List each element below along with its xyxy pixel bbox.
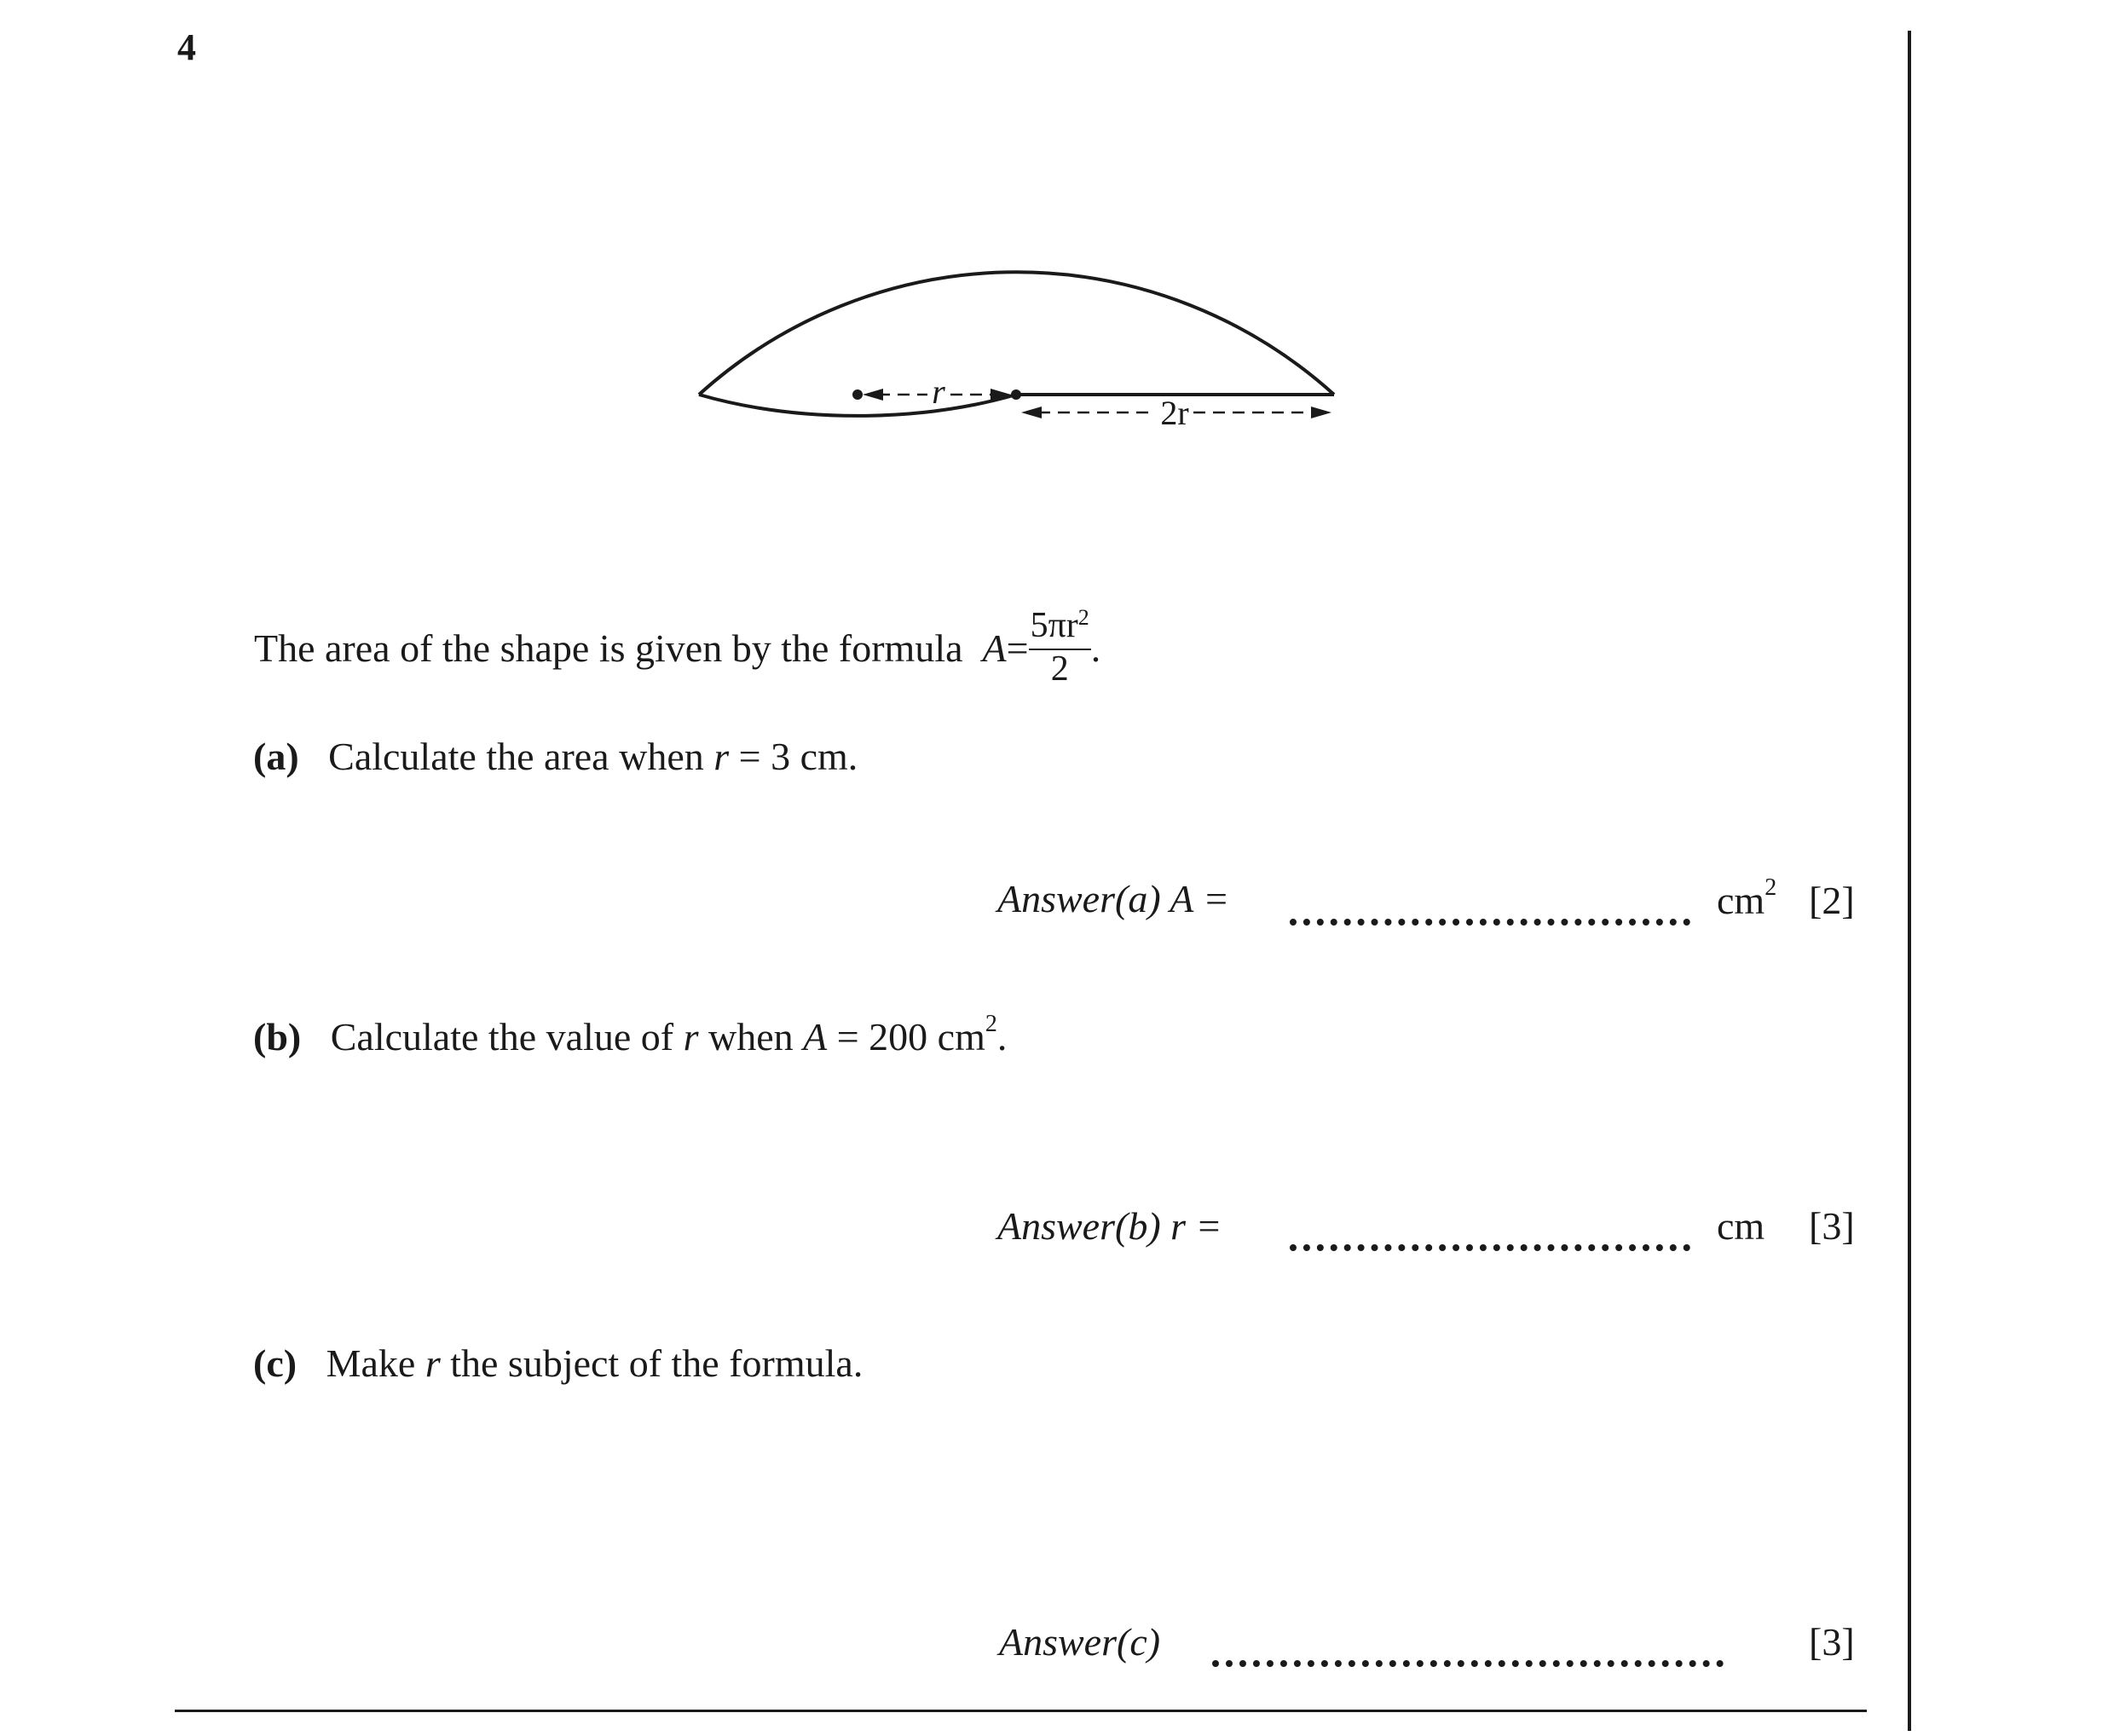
part-c-text-1: Make [326, 1341, 416, 1385]
part-b-text-1: Calculate the value of [330, 1015, 674, 1058]
intro-text: The area of the shape is given by the formula [254, 626, 963, 671]
shape-diagram [0, 0, 2114, 597]
answer-a-line[interactable] [1290, 919, 1690, 926]
centre-point [852, 389, 863, 400]
part-c-var: r [425, 1341, 441, 1385]
intro-line [254, 605, 1101, 693]
answer-a-marks: [2] [1809, 879, 1855, 922]
part-c-text-2: the subject of the formula. [450, 1341, 864, 1385]
part-c-question [253, 1341, 863, 1386]
bottom-rule [175, 1710, 1867, 1712]
answer-b-label: Answer(b) r = [997, 1204, 1222, 1248]
answer-a-label: Answer(a) A = [997, 877, 1230, 920]
formula-lhs: A [982, 626, 1007, 671]
answer-c-marks: [3] [1809, 1620, 1855, 1664]
label-2r: 2r [1160, 394, 1189, 432]
formula-fraction [1029, 607, 1091, 688]
part-a-question [253, 734, 858, 779]
formula-numerator: 5πr [1030, 606, 1078, 645]
part-b-var: r [683, 1015, 699, 1058]
answer-c-line[interactable] [1212, 1660, 1724, 1667]
part-b-end: . [996, 1015, 1008, 1058]
label-r: r [932, 372, 945, 411]
part-a-text-2: = 3 cm. [738, 735, 858, 778]
part-c-label: (c) [253, 1341, 297, 1385]
answer-a-unit: $cm^2$ [1717, 874, 1777, 922]
arc-end-point [1011, 389, 1021, 400]
part-a-text-1: Calculate the area when [328, 735, 704, 778]
part-b-label: (b) [253, 1015, 302, 1058]
part-b-var2: A [803, 1015, 828, 1058]
formula-eq: = [1006, 626, 1029, 671]
part-b-text-3: = 200 cm [836, 1015, 985, 1058]
large-arc [699, 272, 1334, 395]
formula-exponent: 2 [1077, 605, 1089, 630]
question-number: 4 [177, 26, 196, 68]
answer-b-unit: cm [1717, 1204, 1765, 1248]
part-b-text-2: when [708, 1015, 794, 1058]
margin-line [1908, 31, 1911, 1731]
part-b-question [253, 1011, 1008, 1059]
formula-denominator: 2 [1050, 649, 1069, 689]
answer-c-label: Answer(c) [999, 1620, 1161, 1664]
part-a-var: r [713, 735, 730, 778]
part-b-exp: 2 [985, 1011, 997, 1037]
answer-b-marks: [3] [1809, 1204, 1855, 1248]
formula-end: . [1090, 626, 1101, 671]
answer-b-line[interactable] [1290, 1244, 1690, 1251]
part-a-label: (a) [253, 735, 299, 778]
